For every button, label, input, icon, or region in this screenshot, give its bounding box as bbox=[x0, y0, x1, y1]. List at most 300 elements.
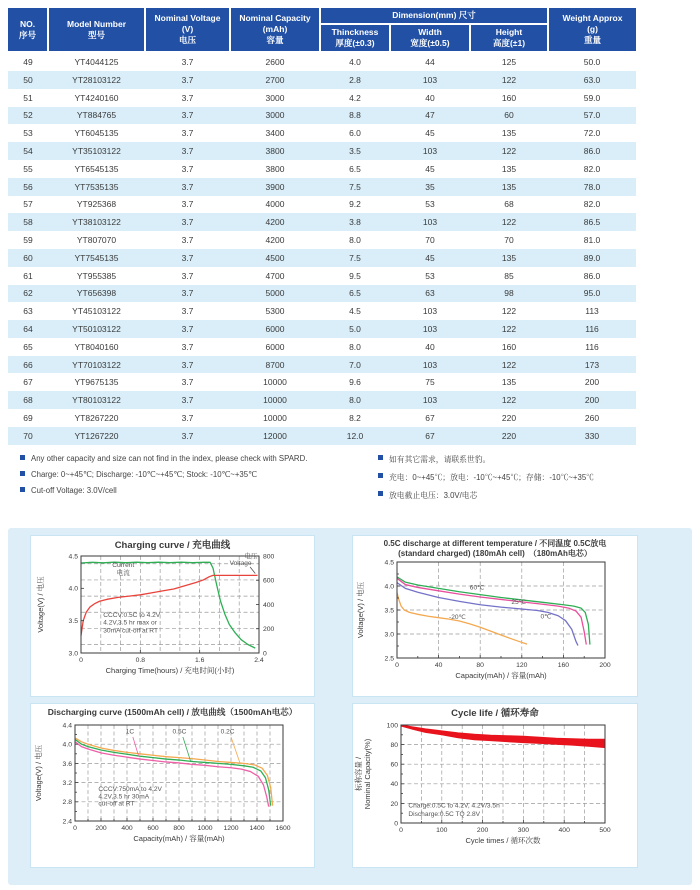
table-cell: 103 bbox=[422, 359, 438, 370]
table-cell: YT884765 bbox=[76, 110, 117, 121]
table-cell: 70 bbox=[23, 430, 33, 441]
note-item bbox=[20, 486, 378, 495]
table-cell: 3.7 bbox=[181, 199, 194, 210]
col-header-thickness-en: Thinckness bbox=[331, 27, 379, 38]
table-cell: 7.0 bbox=[349, 359, 361, 370]
svg-text:0: 0 bbox=[263, 650, 267, 658]
table-cell: 63 bbox=[23, 306, 33, 317]
table-cell: 2.8 bbox=[349, 74, 361, 85]
table-cell: 200 bbox=[584, 377, 600, 388]
table-header bbox=[8, 8, 636, 52]
bullet-square-icon bbox=[378, 473, 383, 478]
table-cell: 3.7 bbox=[181, 395, 194, 406]
table-cell: 50 bbox=[23, 74, 33, 85]
svg-text:0: 0 bbox=[79, 657, 83, 665]
svg-text:80: 80 bbox=[476, 662, 484, 670]
temperature-discharge-title-en: 0.5C discharge at different temperature bbox=[383, 539, 533, 548]
col-header-capacity-cn: 容量 bbox=[266, 35, 284, 46]
table-cell: 9.5 bbox=[349, 270, 361, 281]
discharging-curve-title: Discharging curve (1500mAh cell) / 放电曲线（1500mAh电芯） bbox=[47, 707, 298, 717]
svg-text:电压: 电压 bbox=[244, 553, 258, 561]
table-cell: 3.7 bbox=[181, 270, 194, 281]
table-cell: 75 bbox=[425, 377, 435, 388]
table-cell: 5000 bbox=[265, 288, 285, 299]
table-cell: 3.7 bbox=[181, 341, 194, 352]
svg-text:1.6: 1.6 bbox=[194, 657, 205, 665]
table-cell: YT38103122 bbox=[72, 217, 121, 228]
svg-text:Charging Time(hours) / 充电时间(小时: Charging Time(hours) / 充电时间(小时) bbox=[105, 666, 235, 676]
table-cell: 64 bbox=[23, 323, 33, 334]
col-header-thickness-cn: 厚度(±0.3) bbox=[335, 38, 375, 49]
svg-text:0.2C: 0.2C bbox=[220, 728, 235, 736]
table-row bbox=[8, 320, 636, 338]
svg-text:4.5: 4.5 bbox=[68, 553, 78, 561]
svg-text:0: 0 bbox=[394, 820, 398, 828]
table-cell: 53 bbox=[425, 199, 435, 210]
table-cell: 4500 bbox=[265, 252, 285, 263]
svg-text:3.2: 3.2 bbox=[62, 780, 72, 788]
svg-text:3.5: 3.5 bbox=[384, 607, 394, 615]
table-cell: 8.0 bbox=[349, 235, 361, 245]
table-cell: 51 bbox=[23, 92, 33, 103]
cycle-life-panel bbox=[352, 703, 638, 868]
col-header-height-en: Height bbox=[495, 27, 523, 38]
svg-text:200: 200 bbox=[95, 825, 107, 833]
svg-text:4.5: 4.5 bbox=[384, 559, 394, 567]
table-row bbox=[8, 89, 636, 107]
note-text: Any other capacity and size can not find in the index, please check with SPARD. bbox=[31, 453, 308, 463]
table-cell: YT80103122 bbox=[72, 395, 121, 406]
table-cell: 3.7 bbox=[181, 163, 194, 174]
svg-text:400: 400 bbox=[121, 825, 133, 833]
table-cell: 66 bbox=[23, 359, 33, 370]
col-header-weight-unit: (g) bbox=[587, 24, 598, 35]
svg-text:1600: 1600 bbox=[275, 825, 291, 833]
svg-text:Voltage(V) / 电压: Voltage(V) / 电压 bbox=[34, 745, 43, 802]
table-cell: 330 bbox=[584, 430, 600, 441]
chart-discharging-plot bbox=[33, 723, 291, 844]
table-cell: 67 bbox=[23, 377, 33, 388]
note-text: Charge: 0~+45℃; Discharge: -10℃~+45℃; Stock: -10℃~+35℃ bbox=[31, 469, 257, 479]
svg-text:4.0: 4.0 bbox=[62, 741, 72, 749]
temperature-discharge-subtitle: (standard charged) (180mAh cell) （180mAh电芯） bbox=[398, 548, 592, 558]
table-cell: 82.0 bbox=[583, 199, 601, 210]
table-cell: 85 bbox=[504, 270, 514, 281]
svg-text:Voltage(V) / 电压: Voltage(V) / 电压 bbox=[356, 582, 365, 639]
table-cell: 3.7 bbox=[181, 323, 194, 334]
table-cell: 59.0 bbox=[583, 92, 601, 103]
svg-text:300: 300 bbox=[517, 827, 530, 835]
discharging-curve-chart bbox=[31, 717, 314, 863]
table-cell: 63.0 bbox=[583, 74, 601, 85]
svg-text:电流: 电流 bbox=[116, 570, 130, 578]
table-cell: 98 bbox=[504, 288, 514, 299]
bullet-square-icon bbox=[378, 491, 383, 496]
table-cell: 6.5 bbox=[349, 163, 361, 174]
note-item bbox=[378, 454, 594, 465]
table-cell: YT35103122 bbox=[72, 146, 121, 157]
table-cell: 50.0 bbox=[583, 57, 601, 68]
table-cell: 122 bbox=[501, 217, 517, 228]
svg-text:100: 100 bbox=[436, 827, 448, 835]
svg-text:4.0: 4.0 bbox=[384, 583, 394, 591]
col-header-height bbox=[470, 24, 548, 52]
table-cell: 8.0 bbox=[349, 395, 361, 406]
table-cell: 3000 bbox=[265, 92, 285, 103]
table-cell: 35 bbox=[425, 181, 435, 192]
table-cell: 122 bbox=[501, 146, 517, 157]
table-cell: YT45103122 bbox=[72, 306, 121, 317]
table-cell: 8.0 bbox=[349, 341, 361, 352]
table-cell: 56 bbox=[23, 181, 33, 192]
table-cell: 63 bbox=[425, 288, 435, 299]
table-cell: 103 bbox=[422, 395, 438, 406]
svg-text:800: 800 bbox=[173, 825, 185, 833]
chart-charging-plot bbox=[35, 552, 275, 675]
table-cell: 40 bbox=[425, 341, 435, 352]
series-60C bbox=[397, 577, 590, 645]
col-header-voltage-unit: (V) bbox=[181, 24, 194, 35]
table-row bbox=[8, 391, 636, 409]
table-cell: YT925368 bbox=[76, 199, 117, 210]
table-cell: YT70103122 bbox=[72, 359, 121, 370]
table-cell: 70 bbox=[425, 235, 435, 245]
table-cell: 65 bbox=[23, 341, 33, 352]
table-cell: 12.0 bbox=[346, 430, 364, 441]
table-cell: 3.7 bbox=[181, 128, 194, 139]
svg-text:600: 600 bbox=[263, 578, 275, 586]
table-cell: 3800 bbox=[265, 163, 285, 174]
table-cell: 173 bbox=[584, 359, 600, 370]
table-cell: 122 bbox=[501, 323, 517, 334]
table-cell: 220 bbox=[501, 412, 517, 423]
charts-section bbox=[8, 528, 692, 885]
table-cell: 8.2 bbox=[349, 412, 361, 423]
table-cell: 135 bbox=[501, 163, 517, 174]
col-header-model bbox=[48, 8, 145, 52]
table-cell: 67 bbox=[425, 412, 435, 423]
table-cell: 160 bbox=[501, 92, 517, 103]
col-header-capacity bbox=[230, 8, 320, 52]
table-cell: 103 bbox=[422, 323, 438, 334]
temperature-discharge-chart bbox=[353, 558, 637, 694]
note-item bbox=[378, 490, 594, 501]
table-cell: 3.7 bbox=[181, 235, 194, 245]
svg-text:1400: 1400 bbox=[249, 825, 265, 833]
col-header-width-cn: 宽度(±0.5) bbox=[410, 38, 450, 49]
svg-text:0: 0 bbox=[399, 827, 403, 835]
series-25C bbox=[397, 579, 586, 645]
table-cell: 3.7 bbox=[181, 377, 194, 388]
table-body bbox=[8, 52, 636, 445]
table-row bbox=[8, 124, 636, 142]
table-cell: 52 bbox=[23, 110, 33, 121]
note-text: 放电截止电压：3.0V/电芯 bbox=[389, 490, 478, 500]
svg-text:100: 100 bbox=[386, 722, 398, 730]
table-cell: 59 bbox=[23, 235, 33, 245]
table-cell: 3800 bbox=[265, 146, 285, 157]
table-cell: 103 bbox=[422, 217, 438, 228]
table-row bbox=[8, 196, 636, 214]
table-cell: 10000 bbox=[263, 377, 287, 388]
svg-text:3.6: 3.6 bbox=[62, 760, 72, 768]
table-cell: 57 bbox=[23, 199, 33, 210]
svg-text:40: 40 bbox=[434, 662, 443, 670]
table-cell: YT6045135 bbox=[74, 128, 119, 139]
notes-section bbox=[20, 454, 700, 508]
col-header-model-en: Model Number bbox=[66, 18, 127, 29]
svg-text:4.2V,3.5 hr 30mA: 4.2V,3.5 hr 30mA bbox=[98, 793, 150, 801]
table-cell: 116 bbox=[585, 341, 599, 352]
table-cell: 3.7 bbox=[181, 359, 194, 370]
svg-text:Cycle times / 循环次数: Cycle times / 循环次数 bbox=[465, 836, 541, 846]
table-cell: 10000 bbox=[263, 395, 287, 406]
table-cell: 3.7 bbox=[181, 217, 194, 228]
table-cell: 44 bbox=[425, 57, 435, 68]
table-cell: 5300 bbox=[265, 306, 285, 317]
svg-text:-20℃: -20℃ bbox=[449, 614, 466, 622]
col-header-width bbox=[390, 24, 470, 52]
col-header-model-cn: 型号 bbox=[87, 29, 105, 40]
svg-text:400: 400 bbox=[558, 827, 570, 835]
table-row bbox=[8, 285, 636, 303]
note-item bbox=[20, 454, 378, 463]
table-cell: 68 bbox=[23, 395, 33, 406]
table-cell: 260 bbox=[584, 412, 600, 423]
cycle-life-title: Cycle life / 循环寿命 bbox=[451, 708, 539, 719]
table-cell: 4.5 bbox=[349, 306, 361, 317]
discharging-curve-panel bbox=[30, 703, 315, 868]
table-cell: 3.7 bbox=[181, 252, 194, 263]
svg-text:1200: 1200 bbox=[223, 825, 239, 833]
table-cell: 160 bbox=[501, 341, 517, 352]
table-cell: 3.7 bbox=[181, 306, 194, 317]
svg-text:120: 120 bbox=[516, 662, 528, 670]
table-cell: 53 bbox=[23, 128, 33, 139]
table-cell: 72.0 bbox=[583, 128, 601, 139]
col-header-weight-cn: 重量 bbox=[583, 35, 601, 46]
svg-text:CCCV:0.5C to 4.2V: CCCV:0.5C to 4.2V bbox=[103, 612, 161, 620]
svg-text:cut-off at RT: cut-off at RT bbox=[98, 800, 135, 808]
table-cell: 58 bbox=[23, 217, 33, 228]
svg-text:2.5: 2.5 bbox=[384, 655, 394, 663]
bullet-square-icon bbox=[378, 455, 383, 460]
svg-text:0: 0 bbox=[395, 662, 399, 670]
svg-text:4.2V,3.5 hr max or: 4.2V,3.5 hr max or bbox=[103, 619, 157, 627]
table-cell: 55 bbox=[23, 163, 33, 174]
col-header-voltage-en: Nominal Voltage bbox=[154, 13, 221, 23]
table-cell: 3000 bbox=[265, 110, 285, 121]
svg-text:4.4: 4.4 bbox=[62, 722, 72, 730]
table-cell: 4700 bbox=[265, 270, 285, 281]
table-cell: 122 bbox=[501, 74, 517, 85]
svg-text:1C: 1C bbox=[125, 728, 135, 736]
svg-text:3.0: 3.0 bbox=[68, 650, 78, 658]
table-cell: 86.0 bbox=[583, 270, 601, 281]
table-cell: 86.5 bbox=[583, 217, 601, 228]
svg-text:0: 0 bbox=[73, 825, 77, 833]
table-row bbox=[8, 142, 636, 160]
svg-text:标称容量 /: 标称容量 / bbox=[354, 757, 363, 792]
table-row bbox=[8, 427, 636, 445]
svg-text:80: 80 bbox=[390, 742, 398, 750]
table-cell: 3.7 bbox=[181, 430, 194, 441]
col-header-capacity-unit: (mAh) bbox=[262, 24, 288, 35]
table-cell: 9.6 bbox=[349, 377, 361, 388]
table-cell: 3.7 bbox=[181, 110, 194, 121]
svg-text:2.4: 2.4 bbox=[254, 657, 264, 665]
table-cell: 45 bbox=[425, 252, 435, 263]
svg-text:Voltage(V) / 电压: Voltage(V) / 电压 bbox=[36, 576, 45, 634]
note-text: 充电：0~+45℃；放电：-10℃~+45℃；存储：-10℃~+35℃ bbox=[389, 472, 594, 482]
table-cell: YT6545135 bbox=[74, 163, 119, 174]
svg-text:Nominal Capacity(%): Nominal Capacity(%) bbox=[363, 739, 372, 810]
col-header-weight-en: Weight Approx bbox=[562, 13, 623, 23]
note-item bbox=[20, 470, 378, 479]
table-cell: 3.7 bbox=[181, 74, 194, 85]
table-row bbox=[8, 373, 636, 391]
table-row bbox=[8, 409, 636, 427]
table-cell: YT7545135 bbox=[74, 252, 119, 263]
charging-curve-chart bbox=[31, 551, 314, 691]
svg-text:Capacity(mAh) / 容量(mAh): Capacity(mAh) / 容量(mAh) bbox=[455, 671, 547, 681]
table-cell: 10000 bbox=[263, 412, 287, 423]
table-cell: 9.2 bbox=[349, 199, 361, 210]
col-header-no-cn: 序号 bbox=[18, 29, 36, 40]
table-cell: 54 bbox=[23, 146, 33, 157]
charging-curve-panel bbox=[30, 535, 315, 697]
svg-text:CCCV:750mA to 4.2V: CCCV:750mA to 4.2V bbox=[98, 786, 162, 794]
table-cell: 8.8 bbox=[349, 110, 361, 121]
table-cell: 95.0 bbox=[583, 288, 601, 299]
table-cell: 135 bbox=[501, 377, 517, 388]
table-cell: YT50103122 bbox=[72, 323, 121, 334]
svg-text:20: 20 bbox=[390, 801, 398, 809]
col-header-dimension-label: Dimension(mm) 尺寸 bbox=[392, 10, 476, 20]
notes-chinese bbox=[378, 454, 594, 508]
table-cell: YT28103122 bbox=[72, 74, 121, 85]
svg-text:500: 500 bbox=[599, 827, 611, 835]
table-cell: YT807070 bbox=[76, 235, 117, 245]
table-cell: 3.5 bbox=[349, 146, 361, 157]
svg-text:2.4: 2.4 bbox=[62, 818, 72, 826]
table-row bbox=[8, 267, 636, 285]
col-header-dimension bbox=[320, 8, 548, 24]
charging-curve-title: Charging curve / 充电曲线 bbox=[114, 540, 231, 551]
table-cell: 78.0 bbox=[583, 181, 601, 192]
table-cell: 122 bbox=[501, 359, 517, 370]
battery-spec-table bbox=[8, 8, 636, 445]
table-cell: 122 bbox=[501, 306, 517, 317]
svg-text:600: 600 bbox=[147, 825, 159, 833]
table-row bbox=[8, 213, 636, 231]
table-cell: YT955385 bbox=[76, 270, 117, 281]
bullet-square-icon bbox=[20, 487, 25, 492]
table-cell: YT9675135 bbox=[74, 377, 119, 388]
table-cell: 135 bbox=[501, 252, 517, 263]
table-cell: 220 bbox=[501, 430, 517, 441]
table-cell: 6000 bbox=[265, 323, 285, 334]
temperature-discharge-title bbox=[353, 536, 637, 549]
table-cell: 125 bbox=[501, 57, 517, 68]
table-cell: 5.0 bbox=[349, 323, 361, 334]
table-cell: YT1267220 bbox=[74, 430, 119, 441]
col-header-no bbox=[8, 8, 48, 52]
table-cell: 3.7 bbox=[181, 288, 194, 299]
table-cell: 103 bbox=[422, 74, 438, 85]
table-cell: 4200 bbox=[265, 217, 285, 228]
table-cell: 60 bbox=[23, 252, 33, 263]
table-row bbox=[8, 160, 636, 178]
col-header-voltage-cn: 电压 bbox=[178, 35, 196, 46]
table-cell: 12000 bbox=[263, 430, 287, 441]
table-cell: 3.7 bbox=[181, 57, 194, 68]
table-cell: 200 bbox=[584, 395, 600, 406]
table-cell: 45 bbox=[425, 163, 435, 174]
svg-text:800: 800 bbox=[263, 553, 275, 561]
table-cell: YT4044125 bbox=[74, 57, 119, 68]
svg-text:0.8: 0.8 bbox=[135, 657, 146, 665]
note-text: Cut-off Voltage: 3.0V/cell bbox=[31, 485, 117, 495]
bullet-square-icon bbox=[20, 455, 25, 460]
table-cell: 3.8 bbox=[349, 217, 361, 228]
table-cell: YT8267220 bbox=[74, 412, 119, 423]
table-cell: 3900 bbox=[265, 181, 285, 192]
svg-text:60℃: 60℃ bbox=[469, 584, 485, 592]
table-cell: 3.7 bbox=[181, 181, 194, 192]
table-cell: 8700 bbox=[265, 359, 285, 370]
table-cell: 57.0 bbox=[583, 110, 601, 121]
table-cell: 4.0 bbox=[349, 57, 361, 68]
col-header-capacity-en: Nominal Capacity bbox=[239, 13, 311, 23]
table-cell: 49 bbox=[23, 57, 33, 68]
table-cell: 89.0 bbox=[583, 252, 601, 263]
table-cell: 69 bbox=[23, 412, 33, 423]
table-cell: 6.5 bbox=[349, 288, 361, 299]
svg-text:Current: Current bbox=[112, 562, 135, 570]
table-cell: 103 bbox=[422, 306, 438, 317]
table-cell: 40 bbox=[425, 92, 435, 103]
table-cell: 4.2 bbox=[349, 92, 361, 103]
table-cell: 7.5 bbox=[349, 252, 361, 263]
col-header-weight bbox=[548, 8, 636, 52]
table-cell: 113 bbox=[585, 306, 599, 317]
table-row bbox=[8, 249, 636, 267]
svg-text:25℃: 25℃ bbox=[511, 599, 527, 607]
table-row bbox=[8, 107, 636, 125]
table-cell: YT4240160 bbox=[74, 92, 119, 103]
table-cell: 6.0 bbox=[349, 128, 361, 139]
svg-text:0.5C: 0.5C bbox=[172, 728, 187, 736]
table-cell: 68 bbox=[504, 199, 514, 210]
col-header-width-en: Width bbox=[418, 27, 442, 38]
col-header-no-en: NO. bbox=[19, 18, 36, 29]
svg-text:200: 200 bbox=[476, 827, 489, 835]
svg-text:200: 200 bbox=[599, 662, 611, 670]
svg-text:Voltage: Voltage bbox=[229, 560, 252, 568]
col-header-thickness bbox=[320, 24, 390, 52]
table-cell: 4200 bbox=[265, 235, 285, 245]
table-row bbox=[8, 178, 636, 196]
note-text: 如有其它需求，请联系世豹。 bbox=[389, 454, 491, 464]
table-cell: 3.7 bbox=[181, 412, 194, 423]
table-cell: 4000 bbox=[265, 199, 285, 210]
col-header-voltage bbox=[145, 8, 230, 52]
table-cell: YT7535135 bbox=[74, 181, 119, 192]
table-row bbox=[8, 52, 636, 71]
table-row bbox=[8, 231, 636, 249]
table-cell: 3.7 bbox=[181, 146, 194, 157]
